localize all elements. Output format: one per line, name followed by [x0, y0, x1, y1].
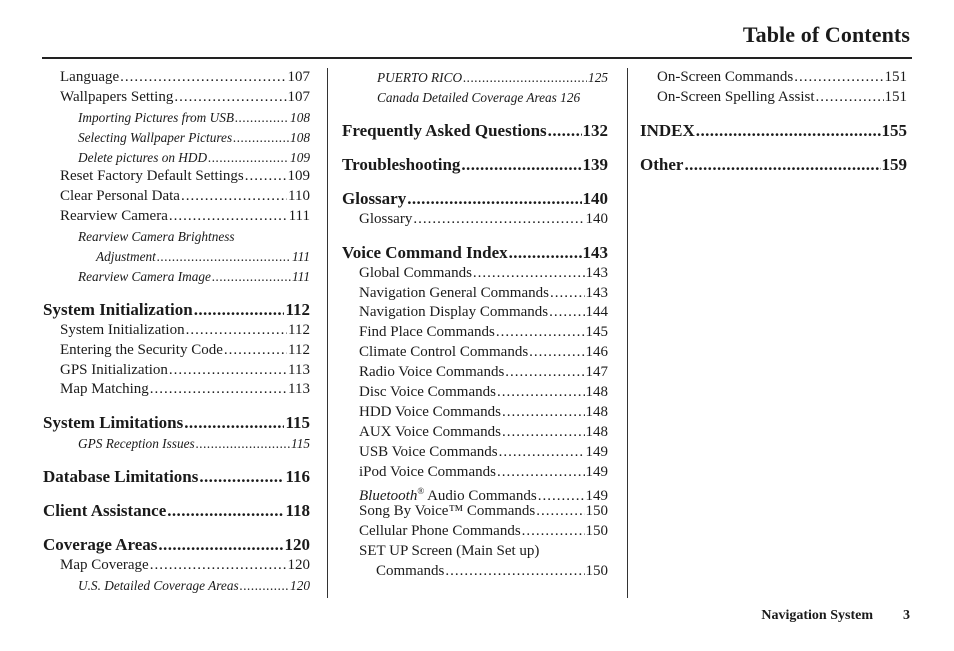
dot-leader — [413, 210, 584, 230]
section-gap — [342, 108, 608, 120]
toc-entry-title: Navigation General Commands — [359, 284, 549, 301]
toc-entry-title: Song By Voice™ Commands — [359, 503, 536, 520]
toc-page-number: 145 — [585, 324, 608, 341]
toc-entry-title: HDD Voice Commands — [359, 403, 501, 420]
toc-entry-title: Cellular Phone Commands — [359, 523, 521, 540]
toc-column-1 — [43, 68, 310, 596]
toc-entry-title: Map Coverage — [60, 557, 149, 574]
toc-entry[interactable] — [43, 321, 310, 341]
toc-entry[interactable] — [43, 207, 310, 227]
toc-entry[interactable] — [43, 576, 310, 596]
toc-page-number: 150 — [585, 563, 608, 580]
toc-entry-title: Database Limitations — [43, 467, 199, 487]
toc-entry[interactable] — [43, 556, 310, 576]
toc-page-number: 118 — [285, 501, 310, 521]
toc-entry[interactable] — [342, 403, 608, 423]
toc-entry[interactable] — [43, 108, 310, 128]
toc-entry[interactable] — [342, 363, 608, 383]
toc-entry-title: GPS Reception Issues — [78, 436, 195, 452]
toc-entry-title: Coverage Areas — [43, 535, 158, 555]
toc-entry-title: On-Screen Commands — [657, 69, 794, 85]
toc-section-heading[interactable] — [43, 500, 310, 522]
toc-entry-title: Navigation Display Commands — [359, 304, 549, 321]
toc-entry-title: Delete pictures on HDD — [78, 149, 208, 165]
toc-entry[interactable] — [342, 68, 608, 88]
toc-page-number: 148 — [585, 384, 608, 401]
toc-entry-title: Radio Voice Commands — [359, 364, 505, 381]
toc-page-number: 148 — [585, 423, 608, 440]
dot-leader — [502, 403, 585, 423]
toc-entry[interactable] — [43, 167, 310, 187]
toc-entry-title: Map Matching — [60, 381, 149, 398]
dot-leader — [684, 154, 880, 176]
toc-entry[interactable] — [43, 434, 310, 454]
dot-leader — [167, 500, 284, 522]
toc-entry[interactable] — [342, 482, 608, 505]
toc-entry-title: Selecting Wallpaper Pictures — [78, 129, 233, 145]
toc-entry-title: Commands — [376, 563, 445, 580]
toc-page-number: 112 — [288, 341, 310, 358]
toc-entry[interactable] — [43, 247, 310, 267]
page-title: Table of Contents — [742, 22, 910, 47]
dot-leader — [181, 187, 287, 207]
toc-entry-title: Climate Control Commands — [359, 344, 529, 361]
dot-leader — [212, 267, 291, 287]
toc-page-number: 116 — [285, 467, 310, 487]
dot-leader — [245, 167, 287, 187]
toc-entry-title: On-Screen Spelling Assist — [657, 88, 815, 105]
dot-leader — [158, 534, 283, 556]
toc-entry[interactable] — [43, 88, 310, 108]
toc-entry-title: Frequently Asked Questions — [342, 120, 547, 140]
dot-leader — [505, 363, 584, 383]
toc-page-number: 140 — [585, 210, 608, 227]
toc-page-number: 120 — [290, 578, 310, 594]
toc-page-number: 109 — [287, 168, 310, 185]
dot-leader — [794, 68, 883, 88]
toc-entry-text: Canada Detailed Coverage Areas 126 — [377, 89, 581, 105]
section-gap — [342, 142, 608, 154]
section-gap — [640, 142, 907, 154]
dot-leader — [529, 343, 584, 363]
toc-entry-title: GPS Initialization — [60, 361, 168, 378]
toc-entry-title: Global Commands — [359, 264, 472, 281]
dot-leader — [445, 562, 584, 582]
toc-page-number: 148 — [585, 403, 608, 420]
dot-leader — [549, 303, 584, 323]
page-footer — [761, 608, 910, 624]
toc-entry-title: Glossary — [342, 188, 407, 208]
toc-entry-title: Troubleshooting — [342, 154, 461, 174]
toc-entry-title: iPod Voice Commands — [359, 463, 496, 480]
toc-page-number: 115 — [285, 413, 310, 433]
toc-column-3 — [640, 68, 907, 176]
toc-entry[interactable] — [342, 210, 608, 230]
section-gap — [43, 488, 310, 500]
toc-page-number: 120 — [284, 535, 310, 555]
toc-section-heading[interactable] — [43, 534, 310, 556]
toc-entry-title: Glossary — [359, 210, 413, 227]
toc-entry-title: Rearview Camera Image — [78, 268, 211, 284]
toc-entry-title: Importing Pictures from USB — [78, 109, 234, 125]
dot-leader — [407, 188, 581, 210]
toc-entry[interactable] — [342, 383, 608, 403]
toc-entry[interactable] — [43, 148, 310, 168]
toc-entry[interactable] — [342, 502, 608, 522]
toc-page-number: 151 — [884, 69, 907, 85]
toc-entry[interactable] — [342, 284, 608, 304]
toc-page-number: 107 — [287, 88, 310, 105]
toc-entry-title: INDEX — [640, 120, 695, 140]
toc-section-heading[interactable] — [342, 188, 608, 210]
toc-entry[interactable] — [342, 463, 608, 483]
toc-page-number: 113 — [288, 381, 310, 398]
section-gap — [342, 230, 608, 242]
toc-page-number: 115 — [291, 436, 310, 452]
toc-entry[interactable] — [43, 68, 310, 88]
dot-leader — [497, 463, 585, 483]
toc-entry-title: Adjustment — [96, 249, 156, 265]
toc-entry-title: Voice Command Index — [342, 242, 508, 262]
section-gap — [43, 400, 310, 412]
toc-page-number: 112 — [285, 299, 310, 319]
toc-entry-title: System Initialization — [43, 299, 193, 319]
dot-leader — [184, 412, 284, 434]
dot-leader — [497, 383, 585, 403]
toc-entry[interactable] — [640, 68, 907, 88]
toc-page-number: 112 — [288, 321, 310, 338]
bluetooth-brand: Bluetooth — [359, 488, 418, 505]
toc-page-number: 143 — [585, 264, 608, 281]
dot-leader — [233, 128, 289, 148]
toc-entry[interactable] — [43, 341, 310, 361]
section-gap — [342, 176, 608, 188]
toc-section-heading[interactable] — [43, 412, 310, 434]
toc-page-number: 159 — [881, 154, 907, 174]
toc-page-number: 140 — [582, 188, 608, 208]
dot-leader — [816, 88, 884, 108]
toc-section-heading[interactable] — [43, 299, 310, 321]
toc-entry[interactable] — [43, 128, 310, 148]
toc-entry[interactable] — [342, 562, 608, 582]
toc-section-heading[interactable] — [640, 120, 907, 142]
toc-entry[interactable] — [43, 361, 310, 381]
toc-entry-title: System Initialization — [60, 321, 185, 338]
toc-page-number: 147 — [585, 364, 608, 381]
section-gap — [43, 287, 310, 299]
toc-entry-title: AUX Voice Commands — [359, 423, 501, 440]
dot-leader — [169, 361, 287, 381]
toc-page-number: 143 — [582, 242, 608, 262]
dot-leader — [240, 576, 289, 596]
dot-leader — [169, 207, 288, 227]
dot-leader — [199, 466, 284, 488]
toc-page-number: 109 — [290, 149, 310, 165]
toc-page-number: 111 — [292, 268, 310, 284]
column-divider-1 — [327, 68, 328, 598]
toc-entry-title-rest: Audio Commands — [424, 488, 537, 505]
toc-column-2 — [342, 68, 608, 582]
toc-page-number: 150 — [585, 503, 608, 520]
toc-page-number: 110 — [288, 188, 310, 205]
registered-mark: ® — [417, 486, 425, 497]
toc-entry[interactable] — [342, 542, 608, 562]
toc-entry-title: U.S. Detailed Coverage Areas — [78, 578, 239, 594]
toc-page-number: 149 — [585, 443, 608, 460]
toc-section-heading[interactable] — [43, 466, 310, 488]
toc-page-number: 107 — [287, 69, 310, 85]
dot-leader — [150, 556, 287, 576]
toc-section-heading[interactable] — [342, 242, 608, 264]
toc-page-number: 111 — [292, 249, 310, 265]
toc-section-heading[interactable] — [342, 154, 608, 176]
dot-leader — [461, 154, 581, 176]
toc-entry-title: Client Assistance — [43, 501, 167, 521]
toc-entry[interactable] — [342, 264, 608, 284]
section-gap — [43, 454, 310, 466]
dot-leader — [463, 68, 587, 88]
dot-leader — [696, 120, 881, 142]
dot-leader — [496, 323, 585, 343]
toc-entry[interactable] — [342, 323, 608, 343]
toc-entry[interactable] — [342, 423, 608, 443]
page-number: 3 — [903, 608, 910, 623]
toc-entry-title: Find Place Commands — [359, 324, 495, 341]
dot-leader — [235, 108, 289, 128]
toc-entry[interactable] — [640, 88, 907, 108]
toc-entry-title: System Limitations — [43, 413, 184, 433]
toc-page-number: 149 — [585, 488, 608, 505]
toc-entry-text: Rearview Camera Brightness — [78, 229, 235, 245]
toc-section-heading[interactable] — [640, 154, 907, 176]
toc-entry-title: Rearview Camera — [60, 208, 168, 225]
toc-entry[interactable] — [342, 522, 608, 542]
toc-entry-title: PUERTO RICO — [377, 70, 463, 85]
dot-leader — [120, 68, 286, 88]
dot-leader — [536, 502, 584, 522]
toc-entry-title: SET UP Screen (Main Set up) — [359, 543, 540, 560]
toc-page-number: 146 — [585, 344, 608, 361]
dot-leader — [174, 88, 286, 108]
toc-entry-title: Other — [640, 154, 684, 174]
dot-leader — [499, 443, 585, 463]
dot-leader — [550, 284, 585, 304]
dot-leader — [186, 321, 287, 341]
toc-page-number: 113 — [288, 361, 310, 378]
footer-label: Navigation System — [761, 608, 873, 623]
toc-entry-title: Reset Factory Default Settings — [60, 168, 244, 185]
dot-leader — [208, 148, 289, 168]
toc-entry[interactable] — [43, 380, 310, 400]
toc-entry-title: Language — [60, 69, 120, 85]
toc-entry[interactable] — [342, 303, 608, 323]
section-gap — [640, 108, 907, 120]
column-divider-2 — [627, 68, 628, 598]
toc-entry[interactable] — [342, 343, 608, 363]
toc-page-number: 155 — [881, 120, 907, 140]
dot-leader — [194, 299, 285, 321]
toc-entry-title: Entering the Security Code — [60, 341, 223, 358]
toc-page-number: 108 — [290, 129, 310, 145]
toc-page-number: 120 — [287, 557, 310, 574]
toc-page-number: 144 — [585, 304, 608, 321]
toc-entry-title: Wallpapers Setting — [60, 88, 174, 105]
dot-leader — [473, 264, 585, 284]
toc-entry-title: USB Voice Commands — [359, 443, 498, 460]
dot-leader — [196, 434, 290, 454]
title-rule — [42, 57, 912, 59]
toc-entry[interactable] — [43, 187, 310, 207]
dot-leader — [548, 120, 582, 142]
dot-leader — [224, 341, 287, 361]
toc-section-heading[interactable] — [342, 120, 608, 142]
dot-leader — [150, 380, 287, 400]
toc-page-number: 139 — [582, 154, 608, 174]
dot-leader — [157, 247, 291, 267]
toc-entry[interactable] — [43, 267, 310, 287]
section-gap — [43, 522, 310, 534]
toc-page-number: 111 — [288, 208, 310, 225]
toc-page-number: 132 — [582, 120, 608, 140]
toc-entry-title: Disc Voice Commands — [359, 384, 496, 401]
dot-leader — [522, 522, 585, 542]
toc-page-number: 143 — [585, 284, 608, 301]
toc-entry-title: Clear Personal Data — [60, 188, 180, 205]
dot-leader — [509, 242, 582, 264]
toc-page-number: 149 — [585, 463, 608, 480]
toc-page-number: 150 — [585, 523, 608, 540]
toc-page-number: 108 — [290, 109, 310, 125]
toc-page-number: 151 — [884, 88, 907, 105]
toc-page-number: 125 — [588, 70, 608, 85]
toc-entry[interactable] — [342, 443, 608, 463]
dot-leader — [502, 423, 585, 443]
